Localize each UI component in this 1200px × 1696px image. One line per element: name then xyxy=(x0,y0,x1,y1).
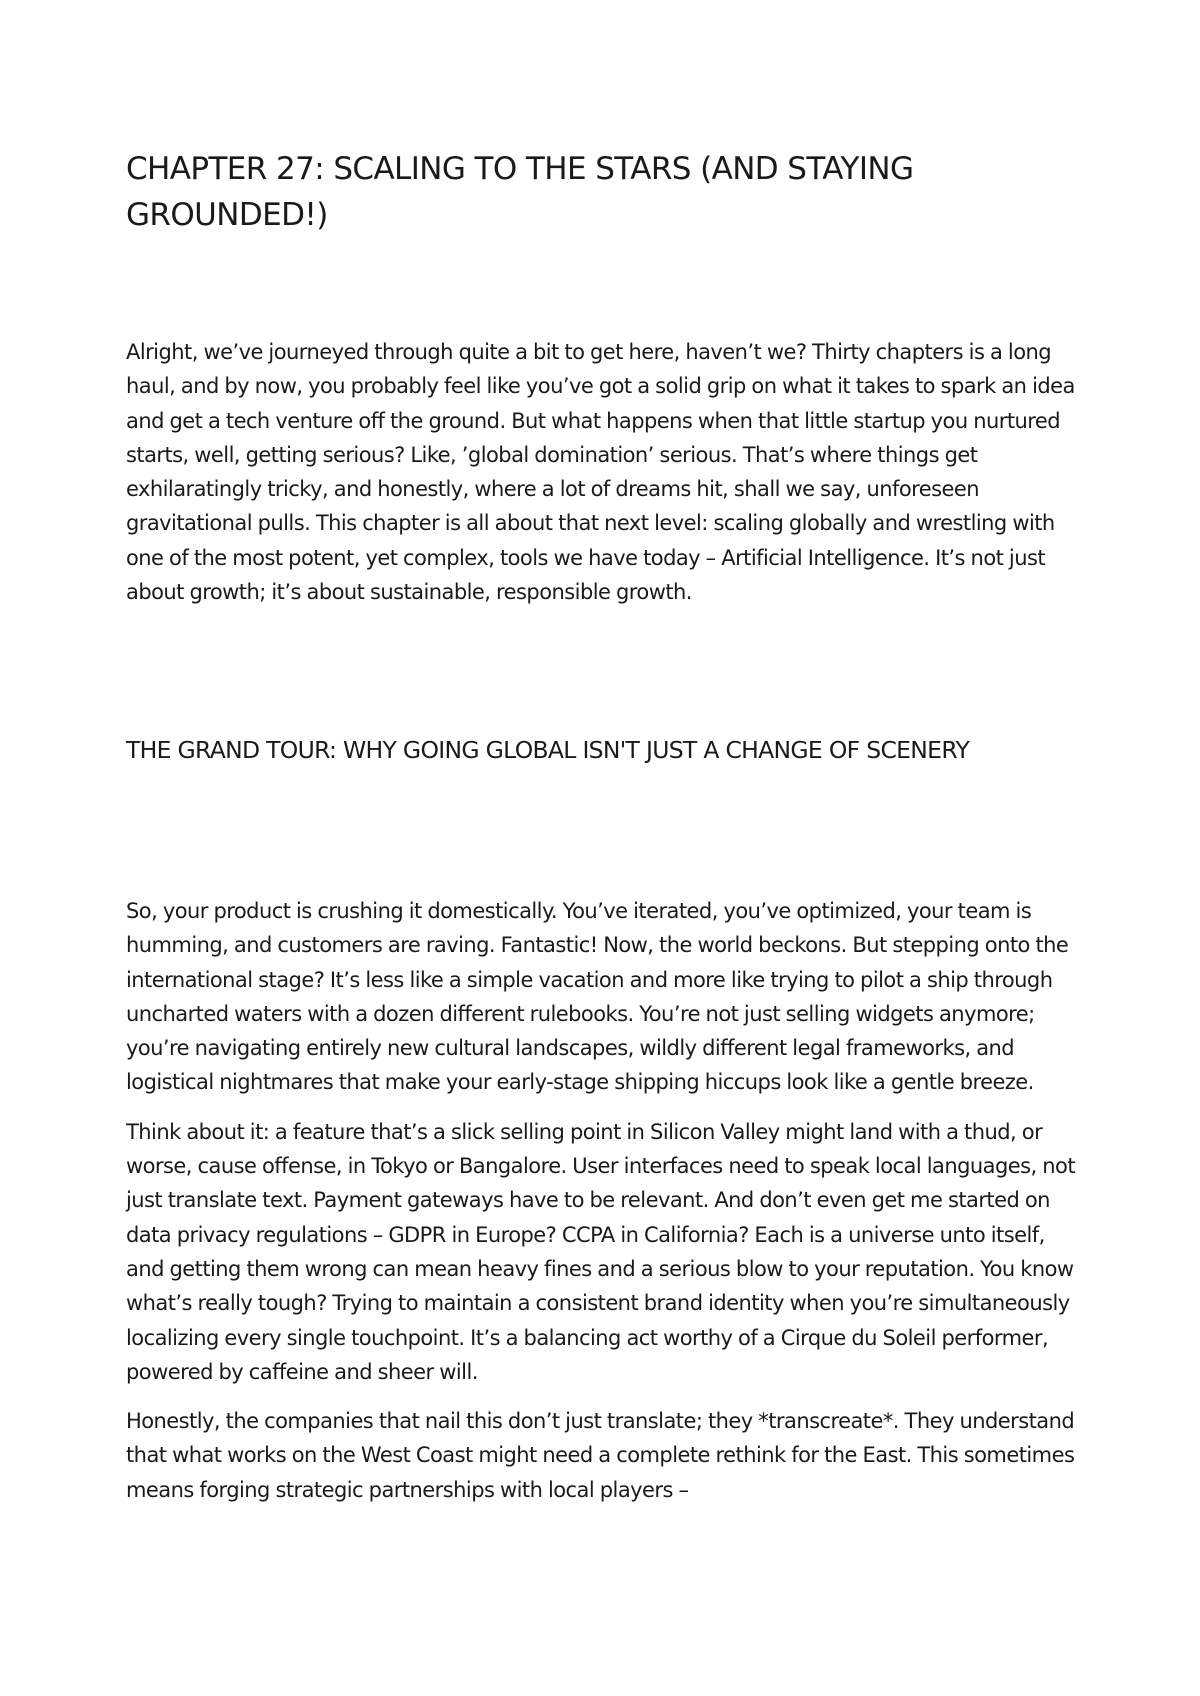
body-paragraph: Honestly, the companies that nail this don’t just translate; they *transcreate*. They understand that what works on the West Coast might need a complete rethink for the East. This sometimes means forging strategic partnerships with local players – xyxy=(126,1409,1075,1502)
chapter-title: CHAPTER 27: SCALING TO THE STARS (AND STAYING GROUNDED!) xyxy=(126,151,914,233)
intro-paragraph: Alright, we’ve journeyed through quite a bit to get here, haven’t we? Thirty chapters is a long haul, and by now, you probably feel like you’ve got a solid grip on what it takes to spark an idea and get a tech venture off the ground. But what happens when that little startup you nurtured starts, well, getting serious? Like, ’global domination’ serious. That’s where things get exhilaratingly tricky, and honestly, where a lot of dreams hit, shall we say, unforeseen gravitational pulls. This chapter is all about that next level: scaling globally and wrestling with one of the most potent, yet complex, tools we have today – Artificial Intelligence. It’s not just about growth; it’s about sustainable, responsible growth. xyxy=(126,340,1075,605)
section-heading: THE GRAND TOUR: WHY GOING GLOBAL ISN'T JUST A CHANGE OF SCENERY xyxy=(126,736,970,764)
section-body xyxy=(126,894,1086,1522)
body-paragraph: Think about it: a feature that’s a slick selling point in Silicon Valley might land with a thud, or worse, cause offense, in Tokyo or Bangalore. User interfaces need to speak local languages, not just translate text. Payment gateways have to be relevant. And don’t even get me started on data privacy regulations – GDPR in Europe? CCPA in California? Each is a universe unto itself, and getting them wrong can mean heavy fines and a serious blow to your reputation. You know what’s really tough? Trying to maintain a consistent brand identity when you’re simultaneously localizing every single touchpoint. It’s a balancing act worthy of a Cirque du Soleil performer, powered by caffeine and sheer will. xyxy=(126,1119,1075,1384)
body-paragraph: So, your product is crushing it domestically. You’ve iterated, you’ve optimized, your team is humming, and customers are raving. Fantastic! Now, the world beckons. But stepping onto the international stage? It’s less like a simple vacation and more like trying to pilot a ship through uncharted waters with a dozen different rulebooks. You’re not just selling widgets anymore; you’re navigating entirely new cultural landscapes, wildly different legal frameworks, and logistical nightmares that make your early-stage shipping hiccups look like a gentle breeze. xyxy=(126,899,1069,1095)
